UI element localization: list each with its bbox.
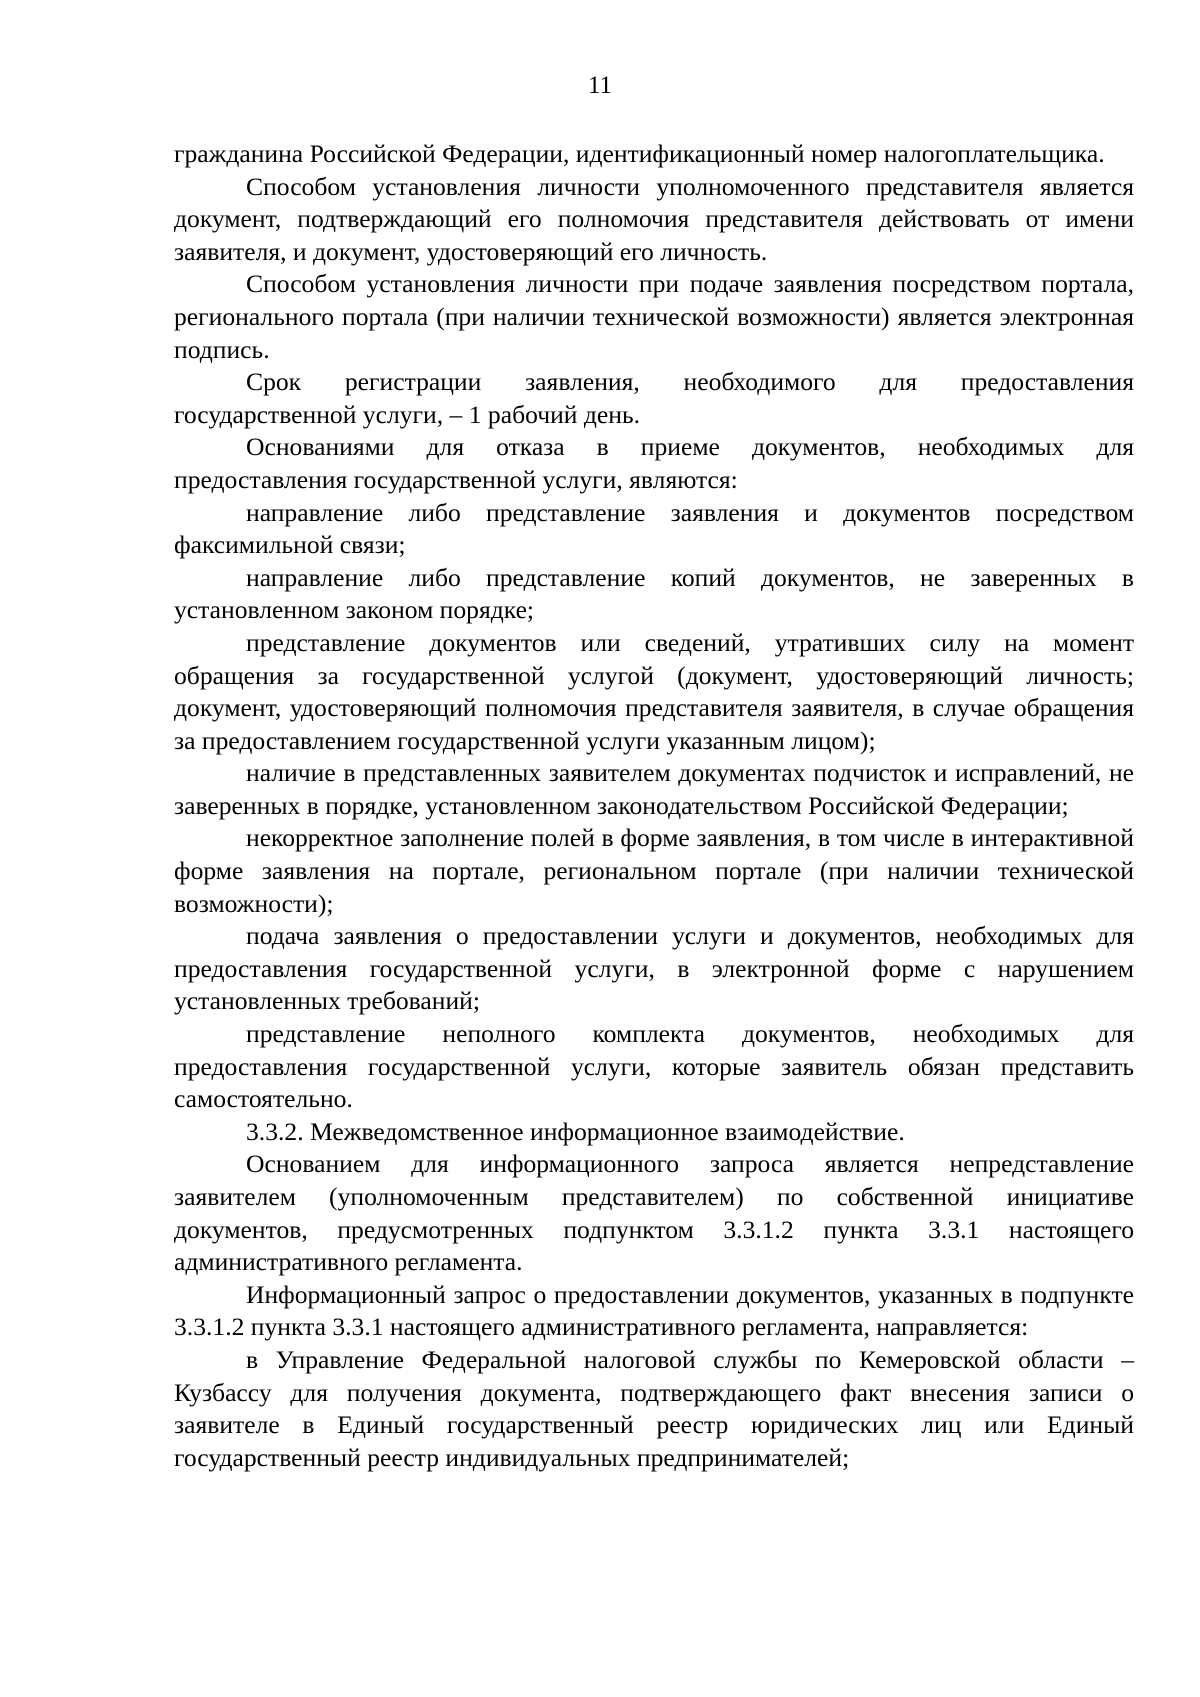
- page-number: 11: [587, 72, 613, 99]
- paragraph-9: наличие в представленных заявителем документах подчисток и исправлений, не заверенных в порядке, установленном законодательством Российской Федерации;: [174, 758, 1134, 820]
- paragraph-2: Способом установления личности уполномоченного представителя является документ, подтверждающий его полномочия представителя действовать от имени заявителя, и документ, удостоверяющий его личность.: [174, 171, 1134, 266]
- paragraph-12: представление неполного комплекта документов, необходимых для предоставления государственной услуги, которые заявитель обязан представить самостоятельно.: [174, 1019, 1134, 1114]
- paragraph-13: 3.3.2. Межведомственное информационное взаимодействие.: [246, 1116, 905, 1146]
- paragraph-14: Основанием для информационного запроса является непредставление заявителем (уполномоченным представителем) по собственной инициативе документов, предусмотренных подпунктом 3.3.1.2 пункта 3.3.1 настоящего административного регламента.: [174, 1149, 1134, 1277]
- paragraph-8: представление документов или сведений, утративших силу на момент обращения за государственной услугой (документ, удостоверяющий личность; документ, удостоверяющий полномочия представителя заявителя, в случае обращения за предоставлением государственной услуги указанным лицом);: [174, 627, 1134, 755]
- paragraph-4: Срок регистрации заявления, необходимого для предоставления государственной услуги, – 1 рабочий день.: [174, 367, 1134, 429]
- paragraph-6: направление либо представление заявления и документов посредством факсимильной связи;: [174, 497, 1134, 560]
- paragraph-10: некорректное заполнение полей в форме заявления, в том числе в интерактивной форме заявления на портале, региональном портале (при наличии технической возможности);: [174, 823, 1134, 918]
- paragraph-3: Способом установления личности при подаче заявления посредством портала, регионального портала (при наличии технической возможности) является электронная подпись.: [174, 269, 1134, 364]
- paragraph-5: Основаниями для отказа в приеме документов, необходимых для предоставления государственной услуги, являются:: [174, 432, 1134, 494]
- paragraph-16: в Управление Федеральной налоговой службы по Кемеровской области – Кузбассу для получения документа, подтверждающего факт внесения записи о заявителе в Единый государственный реестр юридических лиц или Единый государственный реестр индивидуальных предпринимателей;: [174, 1344, 1134, 1472]
- paragraph-1: гражданина Российской Федерации, идентификационный номер налогоплательщика.: [174, 139, 1105, 168]
- paragraph-7: направление либо представление копий документов, не заверенных в установленном законом порядке;: [174, 562, 1134, 625]
- paragraph-15: Информационный запрос о предоставлении документов, указанных в подпункте 3.3.1.2 пункта 3.3.1 настоящего административного регламента, направляется:: [174, 1279, 1134, 1342]
- document-body: [174, 138, 1134, 1474]
- paragraph-11: подача заявления о предоставлении услуги и документов, необходимых для предоставления государственной услуги, в электронной форме с нарушением установленных требований;: [174, 921, 1134, 1016]
